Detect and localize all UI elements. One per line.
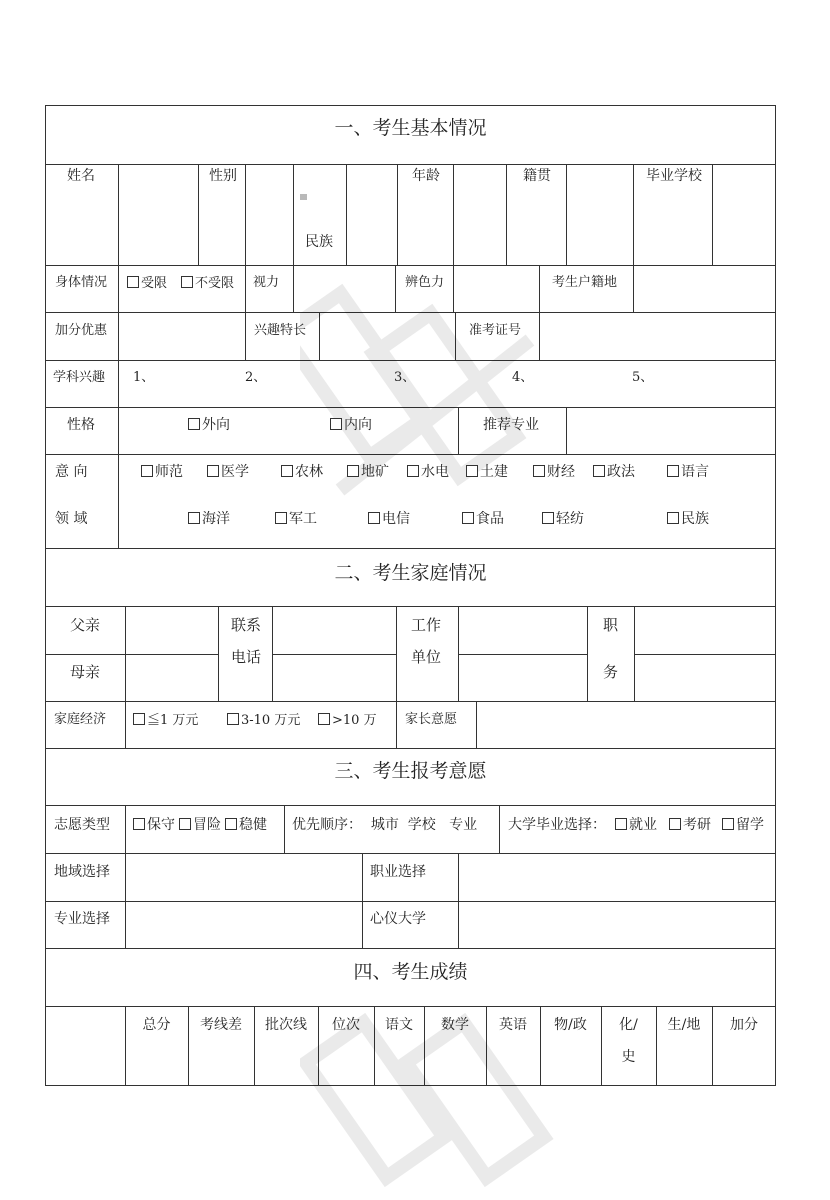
interest-slot-1: 1、 <box>133 370 155 385</box>
label-school: 毕业学校 <box>646 168 702 184</box>
checkbox-extrovert[interactable]: 外向 <box>188 418 230 432</box>
label-region: 地域选择 <box>54 864 110 880</box>
checkbox-icon <box>407 465 419 477</box>
label-hobby: 兴趣特长 <box>254 323 307 338</box>
label-career: 职业选择 <box>370 864 426 880</box>
checkbox-icon <box>318 713 330 725</box>
checkbox-field-civil[interactable]: 土建 <box>466 465 508 479</box>
checkbox-icon <box>330 418 342 430</box>
label-household: 考生户籍地 <box>552 275 618 290</box>
label-subject-interest: 学科兴趣 <box>53 370 106 385</box>
label-gender: 性别 <box>209 168 237 184</box>
label-color-vision: 辨色力 <box>405 275 445 290</box>
checkbox-restricted[interactable]: 受限 <box>127 276 167 290</box>
label-native-place: 籍贯 <box>523 168 551 184</box>
checkbox-field-teaching[interactable]: 师范 <box>141 465 183 479</box>
label-priority: 优先顺序： 城市 学校 专业 <box>292 817 478 833</box>
score-header-math: 数学 <box>441 1017 469 1033</box>
checkbox-icon <box>542 512 554 524</box>
checkbox-icon <box>207 465 219 477</box>
checkbox-icon <box>281 465 293 477</box>
interest-slot-2: 2、 <box>245 370 267 385</box>
interest-slot-5: 5、 <box>632 370 654 385</box>
checkbox-field-food[interactable]: 食品 <box>462 512 504 526</box>
label-name: 姓名 <box>67 168 95 184</box>
label-parent-wish: 家长意愿 <box>405 712 458 727</box>
checkbox-field-finance[interactable]: 财经 <box>533 465 575 479</box>
label-intent-1: 意 向 <box>55 464 88 480</box>
checkbox-icon <box>133 713 145 725</box>
checkbox-field-agriculture[interactable]: 农林 <box>281 465 323 479</box>
checkbox-icon <box>133 818 145 830</box>
checkbox-steady[interactable]: 稳健 <box>225 818 267 832</box>
checkbox-field-medicine[interactable]: 医学 <box>207 465 249 479</box>
label-exam-no: 准考证号 <box>469 323 522 338</box>
checkbox-risky[interactable]: 冒险 <box>179 818 221 832</box>
checkbox-unrestricted[interactable]: 不受限 <box>181 276 234 290</box>
label-position-1: 职 <box>603 616 619 634</box>
checkbox-field-mining[interactable]: 地矿 <box>347 465 389 479</box>
label-mother: 母亲 <box>70 663 101 681</box>
label-age: 年龄 <box>412 168 440 184</box>
score-header-bio-geo: 生/地 <box>667 1017 701 1033</box>
section-title-scores: 四、考生成绩 <box>353 961 468 983</box>
checkbox-field-law[interactable]: 政法 <box>593 465 635 479</box>
checkbox-icon <box>722 818 734 830</box>
label-economy: 家庭经济 <box>54 712 107 727</box>
label-position-2: 务 <box>603 663 619 681</box>
checkbox-icon <box>347 465 359 477</box>
checkbox-icon <box>533 465 545 477</box>
label-work-1: 工作 <box>411 616 442 634</box>
checkbox-econ-3[interactable]: >10 万 <box>318 713 377 727</box>
label-personality: 性格 <box>67 417 95 433</box>
label-father: 父亲 <box>70 616 101 634</box>
checkbox-field-telecom[interactable]: 电信 <box>368 512 410 526</box>
label-ideal-univ: 心仪大学 <box>370 911 426 927</box>
section-title-family: 二、考生家庭情况 <box>334 562 487 584</box>
label-volunteer-type: 志愿类型 <box>54 817 110 833</box>
score-header-rank: 位次 <box>332 1017 360 1033</box>
label-vision: 视力 <box>253 275 280 290</box>
interest-slot-3: 3、 <box>394 370 416 385</box>
checkbox-icon <box>225 818 237 830</box>
checkbox-icon <box>141 465 153 477</box>
score-header-physics-politics: 物/政 <box>554 1017 587 1033</box>
checkbox-postgrad[interactable]: 考研 <box>669 818 711 832</box>
checkbox-field-language[interactable]: 语言 <box>667 465 709 479</box>
checkbox-icon <box>669 818 681 830</box>
label-contact-2: 电话 <box>231 648 262 666</box>
checkbox-icon <box>667 465 679 477</box>
label-contact-1: 联系 <box>231 616 262 634</box>
checkbox-field-hydro[interactable]: 水电 <box>407 465 449 479</box>
checkbox-icon <box>181 276 193 288</box>
score-header-chinese: 语文 <box>385 1017 413 1033</box>
checkbox-icon <box>466 465 478 477</box>
photo-mark <box>300 194 307 200</box>
checkbox-icon <box>275 512 287 524</box>
checkbox-icon <box>462 512 474 524</box>
checkbox-icon <box>179 818 191 830</box>
section-title-intent: 三、考生报考意愿 <box>334 760 487 782</box>
score-header-batch-line: 批次线 <box>265 1017 307 1033</box>
checkbox-icon <box>615 818 627 830</box>
checkbox-field-ethnic[interactable]: 民族 <box>667 512 709 526</box>
checkbox-icon <box>127 276 139 288</box>
checkbox-icon <box>227 713 239 725</box>
label-intent-2: 领 域 <box>55 511 88 527</box>
section-title-basic: 一、考生基本情况 <box>334 117 487 139</box>
label-recommend-major: 推荐专业 <box>483 417 539 433</box>
checkbox-field-military[interactable]: 军工 <box>275 512 317 526</box>
checkbox-employ[interactable]: 就业 <box>615 818 657 832</box>
score-header-bonus: 加分 <box>730 1017 758 1033</box>
checkbox-icon <box>188 418 200 430</box>
score-header-line-diff: 考线差 <box>200 1017 242 1033</box>
checkbox-econ-2[interactable]: 3-10 万元 <box>227 713 300 727</box>
interest-slot-4: 4、 <box>512 370 534 385</box>
label-work-2: 单位 <box>411 648 442 666</box>
checkbox-conservative[interactable]: 保守 <box>133 818 175 832</box>
checkbox-icon <box>188 512 200 524</box>
checkbox-econ-1[interactable]: ≦1 万元 <box>133 713 198 727</box>
checkbox-icon <box>368 512 380 524</box>
checkbox-introvert[interactable]: 内向 <box>330 418 372 432</box>
checkbox-icon <box>667 512 679 524</box>
checkbox-icon <box>593 465 605 477</box>
score-header-english: 英语 <box>499 1017 527 1033</box>
checkbox-field-ocean[interactable]: 海洋 <box>188 512 230 526</box>
score-header-history: 史 <box>621 1049 636 1065</box>
label-major-choice: 专业选择 <box>54 911 110 927</box>
label-health: 身体情况 <box>55 275 108 290</box>
label-bonus: 加分优惠 <box>55 323 108 338</box>
checkbox-abroad[interactable]: 留学 <box>722 818 764 832</box>
score-header-total: 总分 <box>142 1017 171 1033</box>
checkbox-field-textile[interactable]: 轻纺 <box>542 512 584 526</box>
label-ethnicity: 民族 <box>305 234 333 250</box>
label-after-grad: 大学毕业选择： <box>508 817 606 833</box>
score-header-chem: 化/ <box>619 1017 638 1033</box>
